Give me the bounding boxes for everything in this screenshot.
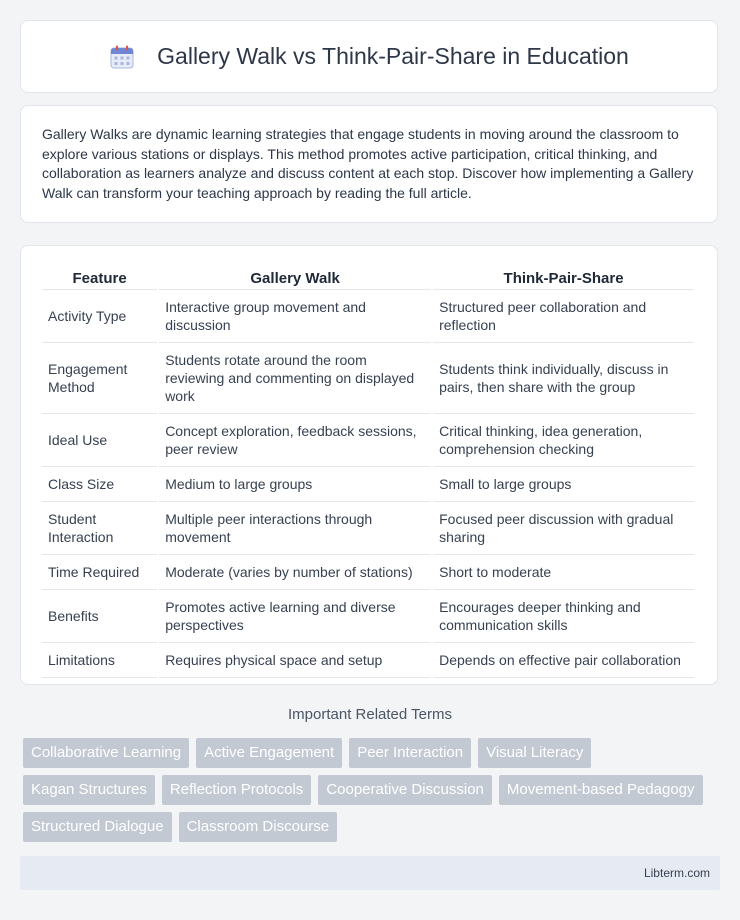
gallery-walk-cell: Medium to large groups [159, 467, 431, 502]
feature-cell: Limitations [42, 643, 157, 678]
term-chip[interactable]: Peer Interaction [349, 738, 471, 768]
footer [20, 856, 720, 890]
page-title: Gallery Walk vs Think-Pair-Share in Education [157, 43, 629, 69]
term-chip[interactable]: Structured Dialogue [23, 812, 172, 842]
term-chip[interactable]: Visual Literacy [478, 738, 591, 768]
think-pair-share-cell: Structured peer collaboration and reflection [433, 290, 694, 343]
feature-cell: Ideal Use [42, 414, 157, 467]
term-chip[interactable]: Movement-based Pedagogy [499, 775, 703, 805]
table-row [42, 414, 694, 467]
gallery-walk-cell: Requires physical space and setup [159, 643, 431, 678]
gallery-walk-cell: Students rotate around the room reviewing and commenting on displayed work [159, 343, 431, 414]
footer-site-link[interactable]: Libterm.com [643, 866, 710, 880]
think-pair-share-cell: Short to moderate [433, 555, 694, 590]
feature-cell: Activity Type [42, 290, 157, 343]
feature-cell: Benefits [42, 590, 157, 643]
table-row [42, 643, 694, 678]
think-pair-share-cell: Small to large groups [433, 467, 694, 502]
think-pair-share-cell: Critical thinking, idea generation, comprehension checking [433, 414, 694, 467]
intro-card [20, 105, 718, 223]
think-pair-share-cell: Depends on effective pair collaboration [433, 643, 694, 678]
term-chip[interactable]: Reflection Protocols [162, 775, 311, 805]
table-row [42, 290, 694, 343]
gallery-walk-cell: Multiple peer interactions through movement [159, 502, 431, 555]
title-card [20, 20, 718, 93]
feature-cell: Class Size [42, 467, 157, 502]
gallery-walk-cell: Interactive group movement and discussion [159, 290, 431, 343]
table-row [42, 502, 694, 555]
feature-cell: Engagement Method [42, 343, 157, 414]
term-chip[interactable]: Classroom Discourse [179, 812, 338, 842]
header-think-pair-share: Think-Pair-Share [433, 265, 694, 290]
term-chip[interactable]: Kagan Structures [23, 775, 155, 805]
header-gallery-walk: Gallery Walk [159, 265, 431, 290]
comparison-card [20, 245, 718, 685]
term-chip[interactable]: Cooperative Discussion [318, 775, 492, 805]
term-chip[interactable]: Collaborative Learning [23, 738, 189, 768]
related-terms-title: Important Related Terms [288, 706, 452, 723]
feature-cell: Student Interaction [42, 502, 157, 555]
gallery-walk-cell: Concept exploration, feedback sessions, peer review [159, 414, 431, 467]
table-row [42, 590, 694, 643]
think-pair-share-cell: Students think individually, discuss in pairs, then share with the group [433, 343, 694, 414]
header-feature: Feature [42, 265, 157, 290]
related-terms-list [23, 738, 723, 849]
think-pair-share-cell: Focused peer discussion with gradual sharing [433, 502, 694, 555]
gallery-walk-cell: Promotes active learning and diverse perspectives [159, 590, 431, 643]
term-chip[interactable]: Active Engagement [196, 738, 342, 768]
table-row [42, 343, 694, 414]
think-pair-share-cell: Encourages deeper thinking and communication skills [433, 590, 694, 643]
gallery-walk-cell: Moderate (varies by number of stations) [159, 555, 431, 590]
intro-text: Gallery Walks are dynamic learning strategies that engage students in moving around the classroom to explore various stations or displays. This method promotes active participation, critical thinking, and collaboration as learners analyze and discuss content at each stop. Discover how implementing a Gallery Walk can transform your teaching approach by reading the full article. [42, 126, 694, 201]
feature-cell: Time Required [42, 555, 157, 590]
calendar-icon [109, 44, 135, 70]
table-header-row [42, 265, 694, 290]
table-row [42, 467, 694, 502]
comparison-table [40, 265, 696, 678]
table-row [42, 555, 694, 590]
